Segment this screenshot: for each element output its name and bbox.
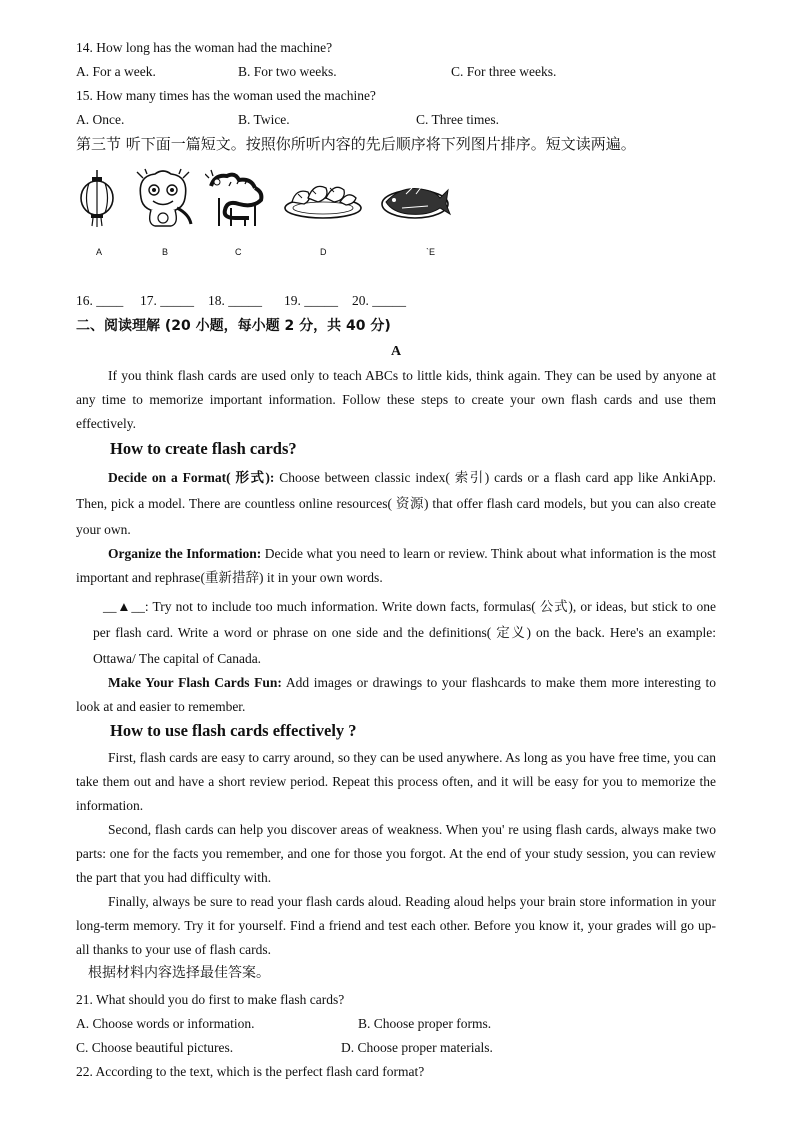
picture-label-b: B (162, 247, 169, 257)
paragraph-second: Second, flash cards can help you discover areas of weakness. When you' re using flash cards, always make two parts: one for the facts you remember, and one for those you forgot. At the end of your study session, you can review the part that you had difficulty with. (76, 822, 716, 885)
q21-option-c: C. Choose beautiful pictures. (76, 1040, 234, 1055)
q21-option-b: B. Choose proper forms. (358, 1016, 492, 1031)
subheading-use: How to use flash cards effectively ? (110, 721, 357, 740)
answer-blank-triangle[interactable]: __▲__ (103, 599, 145, 614)
answer-blank-16[interactable]: 16. ____ (76, 293, 124, 308)
dragon-dance-icon (205, 168, 267, 228)
q15-option-c: C. Three times. (416, 112, 499, 127)
answer-blank-18[interactable]: 18. _____ (208, 293, 262, 308)
paragraph-fun: Make Your Flash Cards Fun: Add images or drawings to your flashcards to make them more interesting to look at and easier to remember. (76, 675, 716, 714)
paragraph-finally: Finally, always be sure to read your flash cards aloud. Reading aloud helps your brain store information in your long-term memory. Try it for yourself. Find a friend and test each other. Before you know it, your grades will go up-all thanks to your use of flash cards. (76, 894, 716, 957)
picture-label-a: A (96, 247, 103, 257)
q14-option-b: B. For two weeks. (238, 64, 337, 79)
question-15: 15. How many times has the woman used the machine? (76, 88, 376, 103)
passage-letter: A (391, 344, 402, 359)
paragraph-format: Decide on a Format( 形式): Choose between classic index( 索引) cards or a flash card app like AnkiApp. Then, pick a model. There are countless online resources( 资源) that offer flash card models, but you can also create your own. (76, 470, 716, 537)
q14-option-c: C. For three weeks. (451, 64, 557, 79)
reading-section-heading: 二、阅读理解 (20 小题，每小题 2 分，共 40 分) (76, 318, 391, 334)
lion-dance-icon (133, 168, 193, 228)
question-22: 22. According to the text, which is the perfect flash card format? (76, 1064, 425, 1079)
q15-option-b: B. Twice. (238, 112, 290, 127)
q15-option-a: A. Once. (76, 112, 125, 127)
dumplings-icon (282, 168, 364, 228)
q21-option-d: D. Choose proper materials. (341, 1040, 493, 1055)
answer-blank-20[interactable]: 20. _____ (352, 293, 406, 308)
paragraph-organize: Organize the Information: Decide what you need to learn or review. Think about what information is the most important and rephrase(重新措辞) it in your own words. (76, 546, 716, 585)
lantern-icon (78, 168, 116, 228)
q14-option-a: A. For a week. (76, 64, 156, 79)
question-21: 21. What should you do first to make flash cards? (76, 992, 345, 1007)
answer-blank-19[interactable]: 19. _____ (284, 293, 338, 308)
paragraph-first: First, flash cards are easy to carry around, so they can be used anywhere. As long as you have free time, you can take them out and have a short review period. Repeat this process often, and it will be easy for you to memorize the information. (76, 750, 716, 813)
passage-intro: If you think flash cards are used only to teach ABCs to little kids, think again. They can be used by anyone at any time to memorize important information. Follow these steps to create your own flash cards and use them effectively. (76, 368, 716, 431)
question-14: 14. How long has the woman had the machine? (76, 40, 333, 55)
answer-blank-17[interactable]: 17. _____ (140, 293, 194, 308)
picture-label-c: C (235, 247, 242, 257)
q21-option-a: A. Choose words or information. (76, 1016, 255, 1031)
picture-label-e: `E (426, 247, 435, 257)
picture-label-d: D (320, 247, 327, 257)
subheading-create: How to create flash cards? (110, 439, 297, 458)
section3-instruction: 第三节 听下面一篇短文。按照你所听内容的先后顺序将下列图片排序。短文读两遍。 (76, 135, 636, 153)
fish-dish-icon (378, 168, 452, 228)
instruction-choose: 根据材料内容选择最佳答案。 (88, 965, 270, 981)
paragraph-blank: __▲__: Try not to include too much information. Write down facts, formulas( 公式), or ideas, but stick to one per flash card. Write a word or phrase on one side and the definitions( 定义) on the back. Here's an example: Ottawa/ The capital of Canada. (93, 599, 716, 666)
